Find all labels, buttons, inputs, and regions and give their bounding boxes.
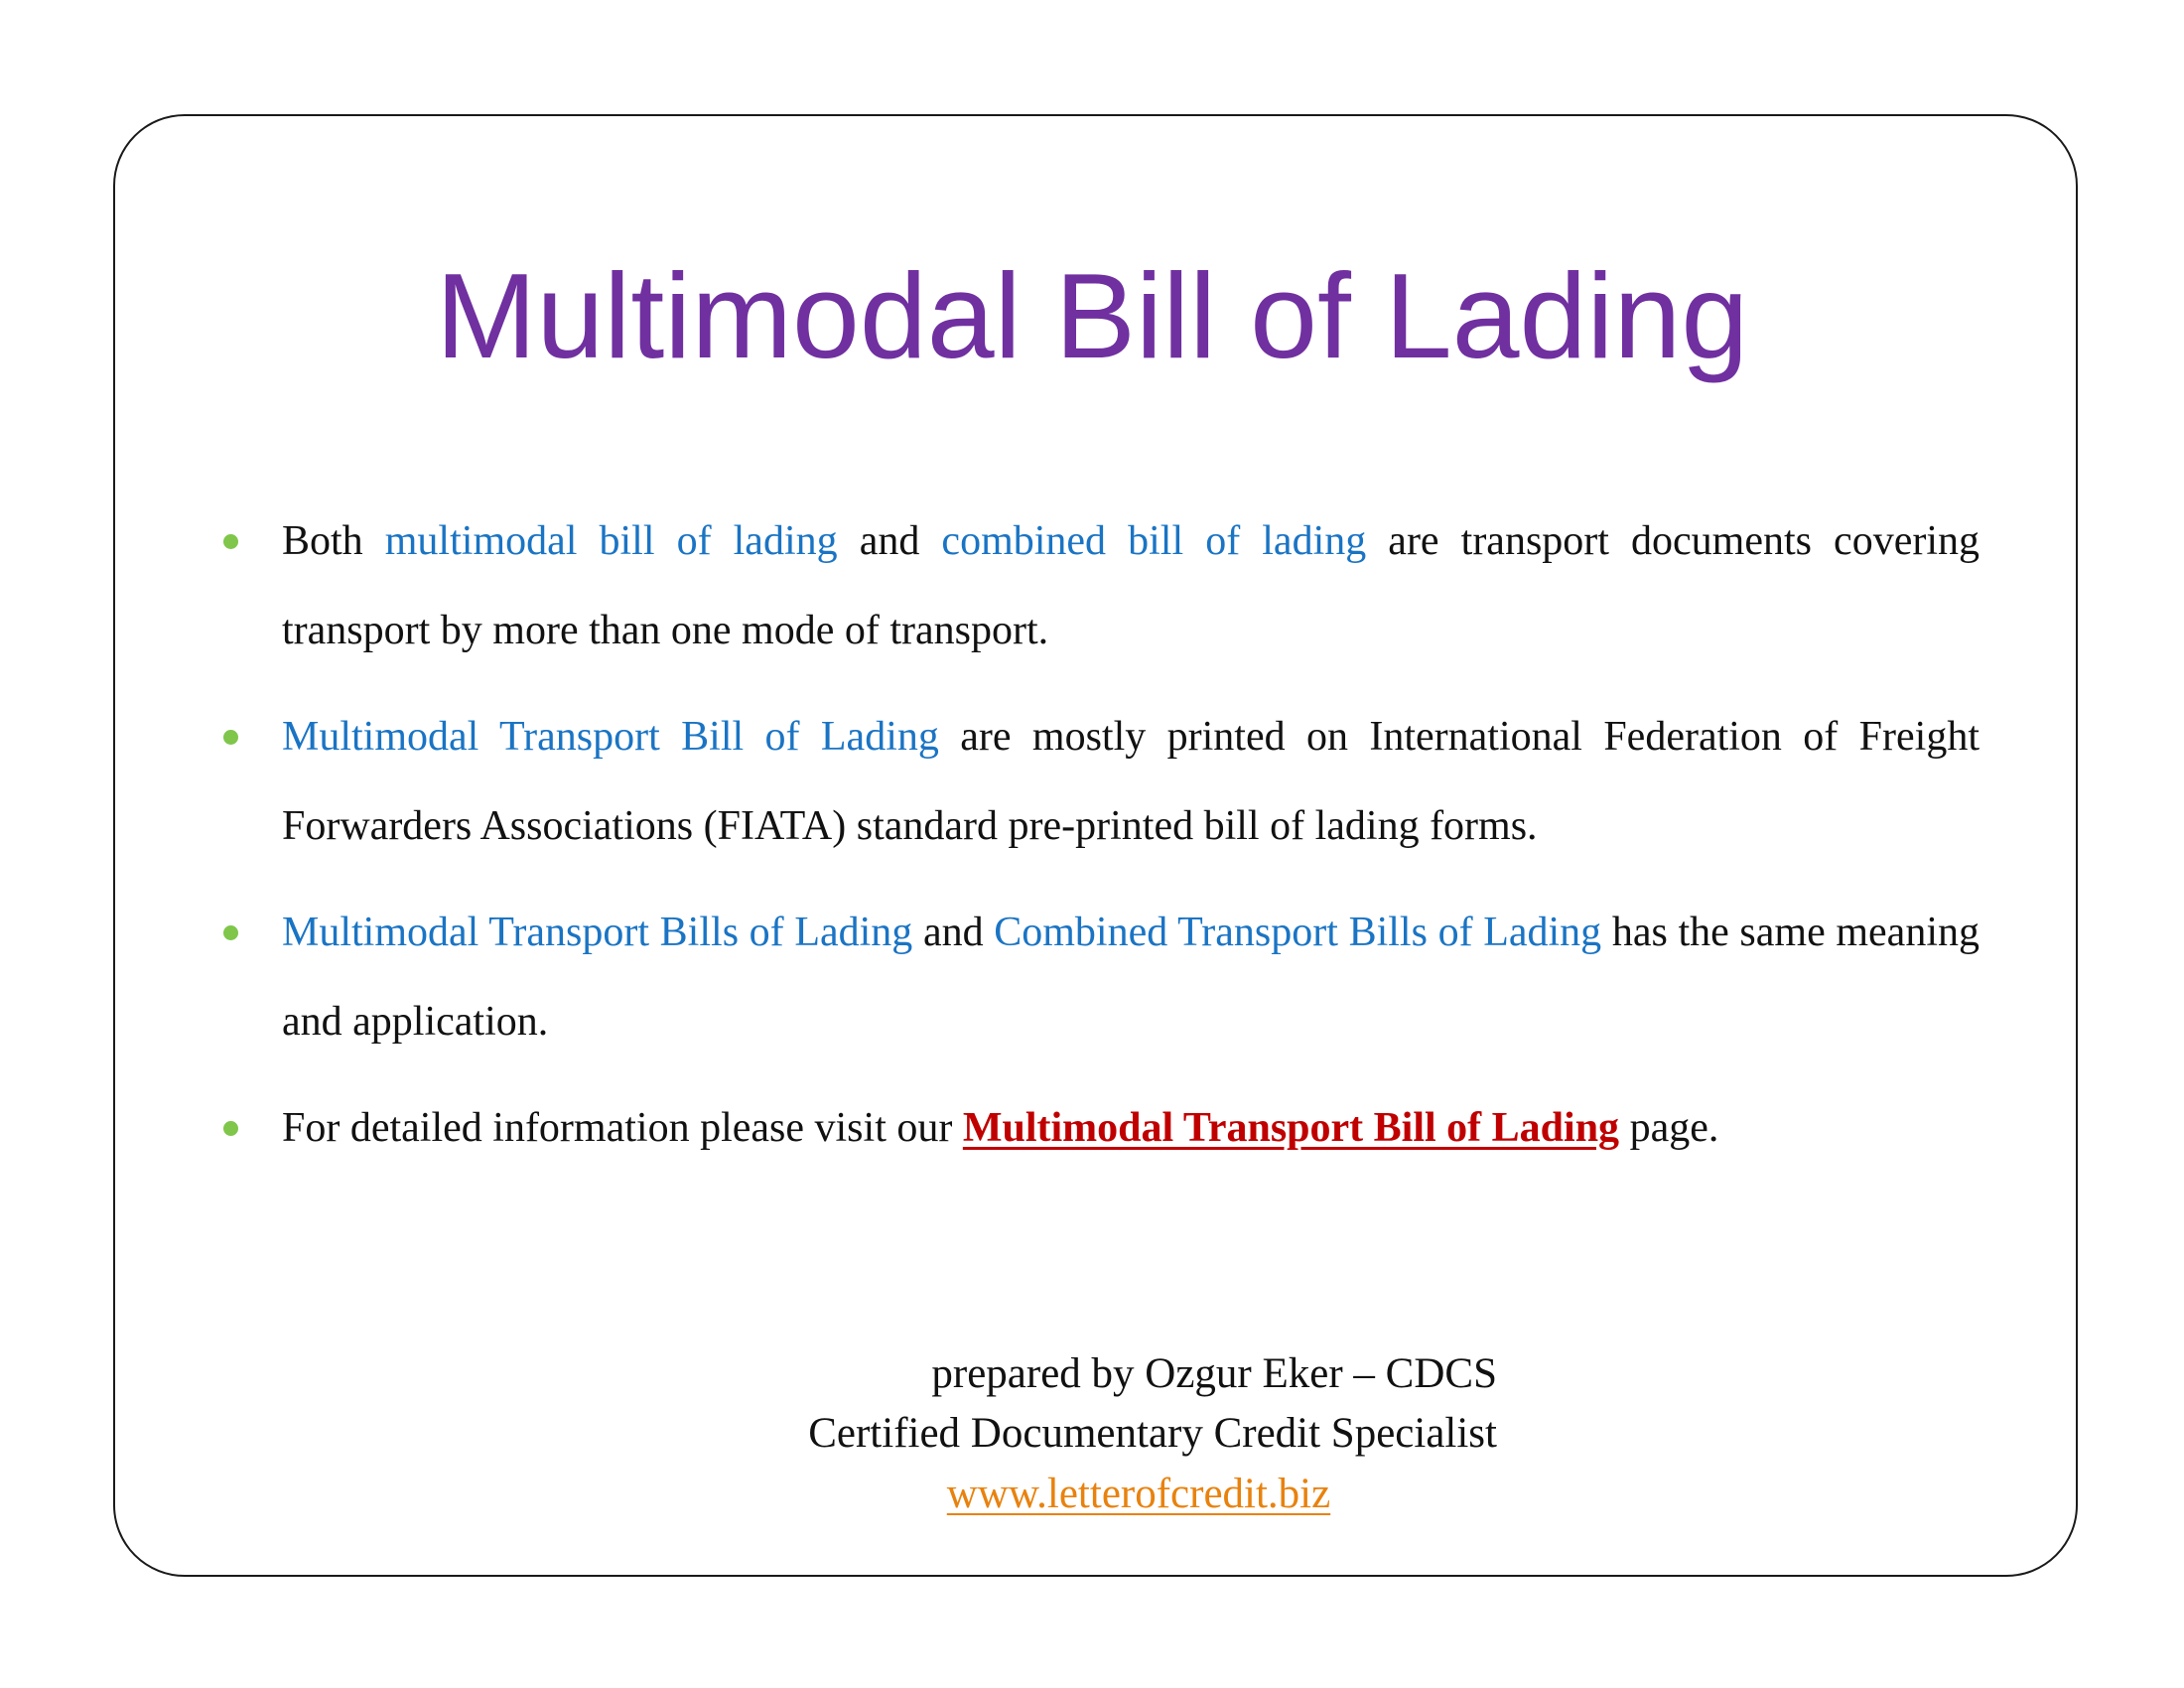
website-link[interactable]: www.letterofcredit.biz xyxy=(946,1471,1331,1517)
bullet-text: and xyxy=(912,910,995,955)
highlight-term: Multimodal Transport Bills of Lading xyxy=(282,910,913,955)
bullet-dot-icon xyxy=(223,925,238,940)
highlight-term: Multimodal Transport Bill of Lading xyxy=(282,714,939,760)
multimodal-page-link[interactable]: Multimodal Transport Bill of Lading xyxy=(962,1105,1620,1151)
highlight-term: multimodal bill of lading xyxy=(384,518,838,564)
slide-title: Multimodal Bill of Lading xyxy=(435,248,1749,383)
bullet-text: are transport documents covering transport by more than one mode of transport. xyxy=(282,518,1979,653)
bullet-text: has the same meaning and application. xyxy=(282,910,1979,1045)
bullet-text: and xyxy=(837,518,942,564)
bullet-item-1 xyxy=(282,496,1979,675)
bullet-item-3 xyxy=(282,888,1979,1066)
bullet-item-2 xyxy=(282,692,1979,871)
bullet-dot-icon xyxy=(223,534,238,549)
bullet-item-4 xyxy=(282,1083,1979,1173)
bullet-dot-icon xyxy=(223,1121,238,1136)
credential: Certified Documentary Credit Specialist xyxy=(808,1410,1497,1457)
bullet-text: Both xyxy=(282,518,385,564)
bullet-text: page. xyxy=(1619,1105,1719,1151)
bullet-list xyxy=(282,496,1979,1190)
highlight-term: combined bill of lading xyxy=(941,518,1367,564)
bullet-text: are mostly printed on International Federation of Freight Forwarders Associations (FIATA) standard pre-printed bill of lading forms. xyxy=(282,714,1979,849)
prepared-by: prepared by Ozgur Eker – CDCS xyxy=(931,1350,1497,1397)
bullet-dot-icon xyxy=(223,730,238,745)
highlight-term: Combined Transport Bills of Lading xyxy=(994,910,1602,955)
bullet-text: For detailed information please visit our xyxy=(282,1105,963,1151)
